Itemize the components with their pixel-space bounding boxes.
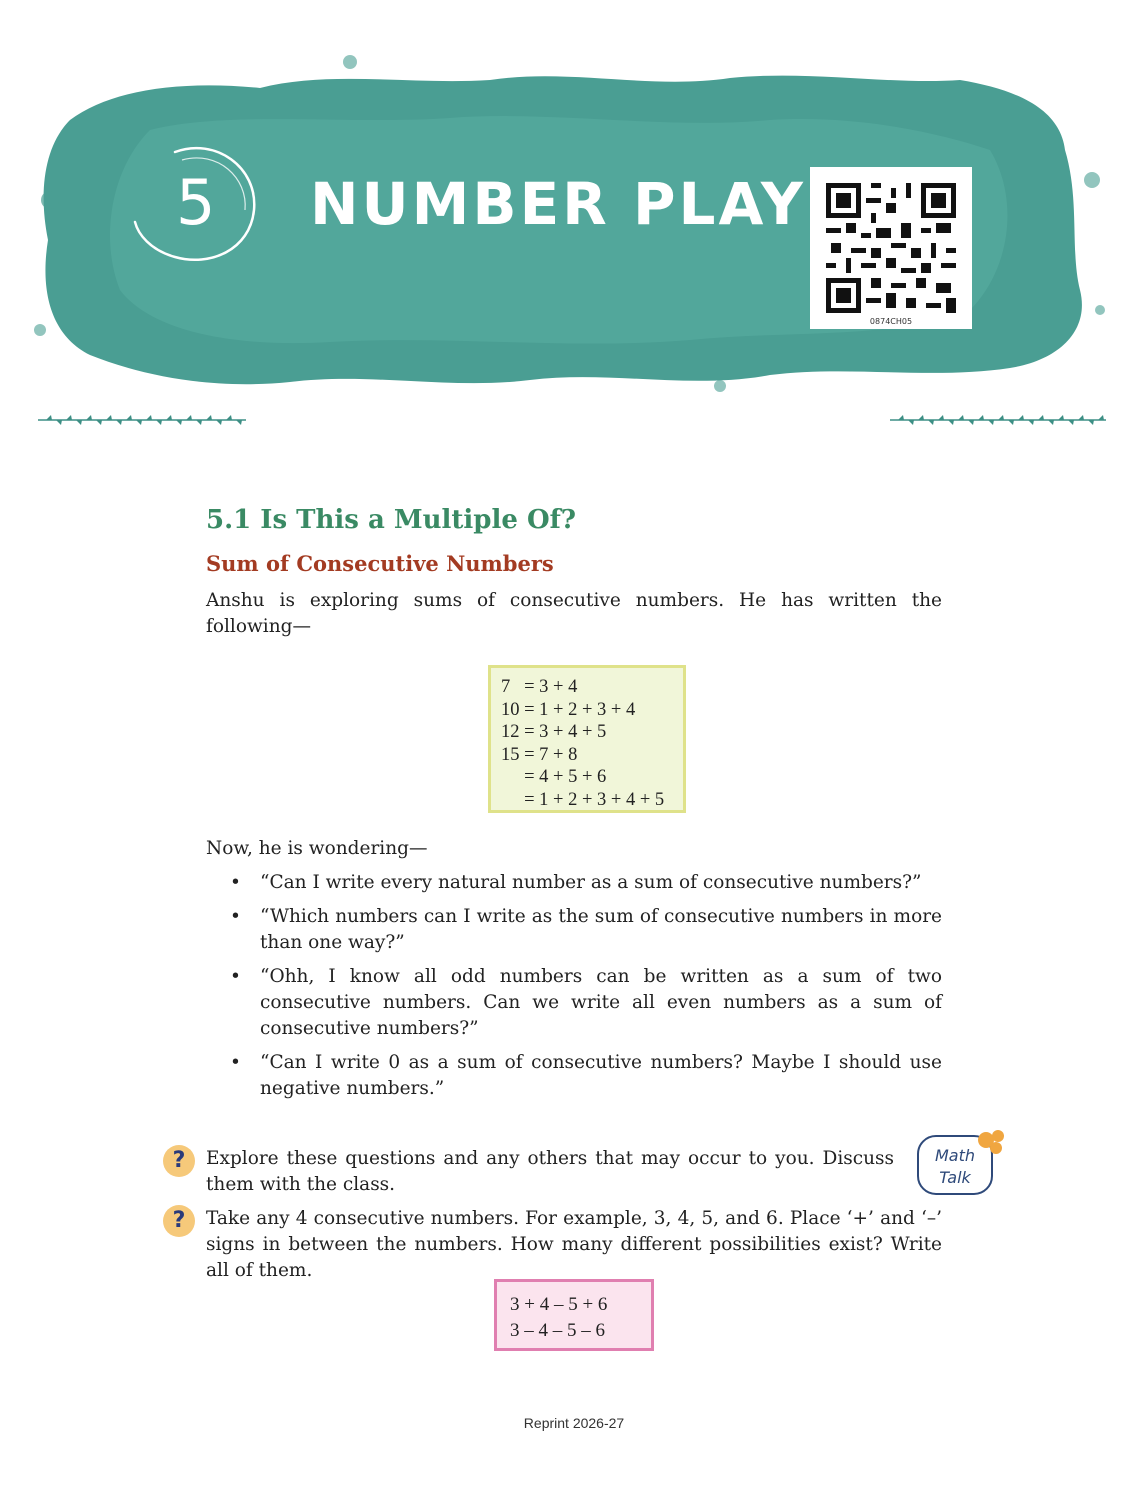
math-talk-badge: [916, 1128, 1008, 1198]
question-icon: ?: [163, 1205, 195, 1237]
footer-reprint: Reprint 2026-27: [523, 1415, 625, 1431]
left-vine-ornament: [38, 412, 246, 428]
section-title: 5.1 Is This a Multiple Of?: [206, 505, 577, 535]
bullet-text: “Can I write every natural number as a sum of consecutive numbers?”: [260, 872, 922, 893]
list-item: [206, 1050, 942, 1102]
question-2: Take any 4 consecutive numbers. For example, 3, 4, 5, and 6. Place ‘+’ and ‘–’ signs in between the numbers. How many different possibilities exist? Write all of them.: [206, 1208, 942, 1281]
chapter-title: NUMBER PLAY: [310, 170, 806, 238]
qr-code-icon: [826, 183, 956, 313]
right-vine-ornament: [890, 412, 1106, 428]
section-content: [206, 505, 942, 640]
bullet-text: “Which numbers can I write as the sum of consecutive numbers in more than one way?”: [260, 906, 942, 953]
qr-code[interactable]: [810, 167, 972, 329]
list-item: [206, 904, 942, 956]
answer-line: 3 + 4 – 5 + 6: [510, 1294, 608, 1315]
list-item: [206, 870, 942, 896]
equation-line: = 4 + 5 + 6: [501, 767, 607, 787]
wondering-list: [206, 870, 942, 1110]
list-item: [206, 964, 942, 1042]
equations-box: [488, 665, 686, 813]
qr-code-label: 0874CH05: [869, 317, 913, 326]
equation-line: 10 = 1 + 2 + 3 + 4: [501, 699, 636, 720]
question-icon: ?: [163, 1145, 195, 1177]
chapter-number: 5: [176, 166, 216, 239]
equation-line: 15 = 7 + 8: [501, 744, 578, 765]
bullet-icon: •: [230, 906, 241, 927]
bullet-icon: •: [230, 1052, 241, 1073]
bullet-text: “Can I write 0 as a sum of consecutive numbers? Maybe I should use negative numbers.”: [260, 1052, 942, 1099]
wondering-line: Now, he is wondering—: [206, 838, 428, 859]
answers-box: [494, 1279, 654, 1351]
equation-line: = 1 + 2 + 3 + 4 + 5: [501, 789, 665, 810]
answer-line: 3 – 4 – 5 – 6: [510, 1320, 605, 1341]
subheading: Sum of Consecutive Numbers: [206, 551, 554, 576]
intro-paragraph: Anshu is exploring sums of consecutive numbers. He has written the following—: [206, 590, 942, 637]
bullet-icon: •: [230, 872, 241, 893]
equation-line: 12 = 3 + 4 + 5: [501, 722, 607, 742]
math-talk-line: Talk: [939, 1168, 971, 1187]
question-1: Explore these questions and any others that may occur to you. Discuss them with the class.: [206, 1148, 894, 1195]
math-talk-line: Math: [934, 1146, 976, 1165]
bullet-text: “Ohh, I know all odd numbers can be written as a sum of two consecutive numbers. Can we write all even numbers as a sum of consecutive numbers?”: [260, 966, 942, 1039]
equation-line: 7 = 3 + 4: [501, 677, 578, 697]
bullet-icon: •: [230, 966, 241, 987]
